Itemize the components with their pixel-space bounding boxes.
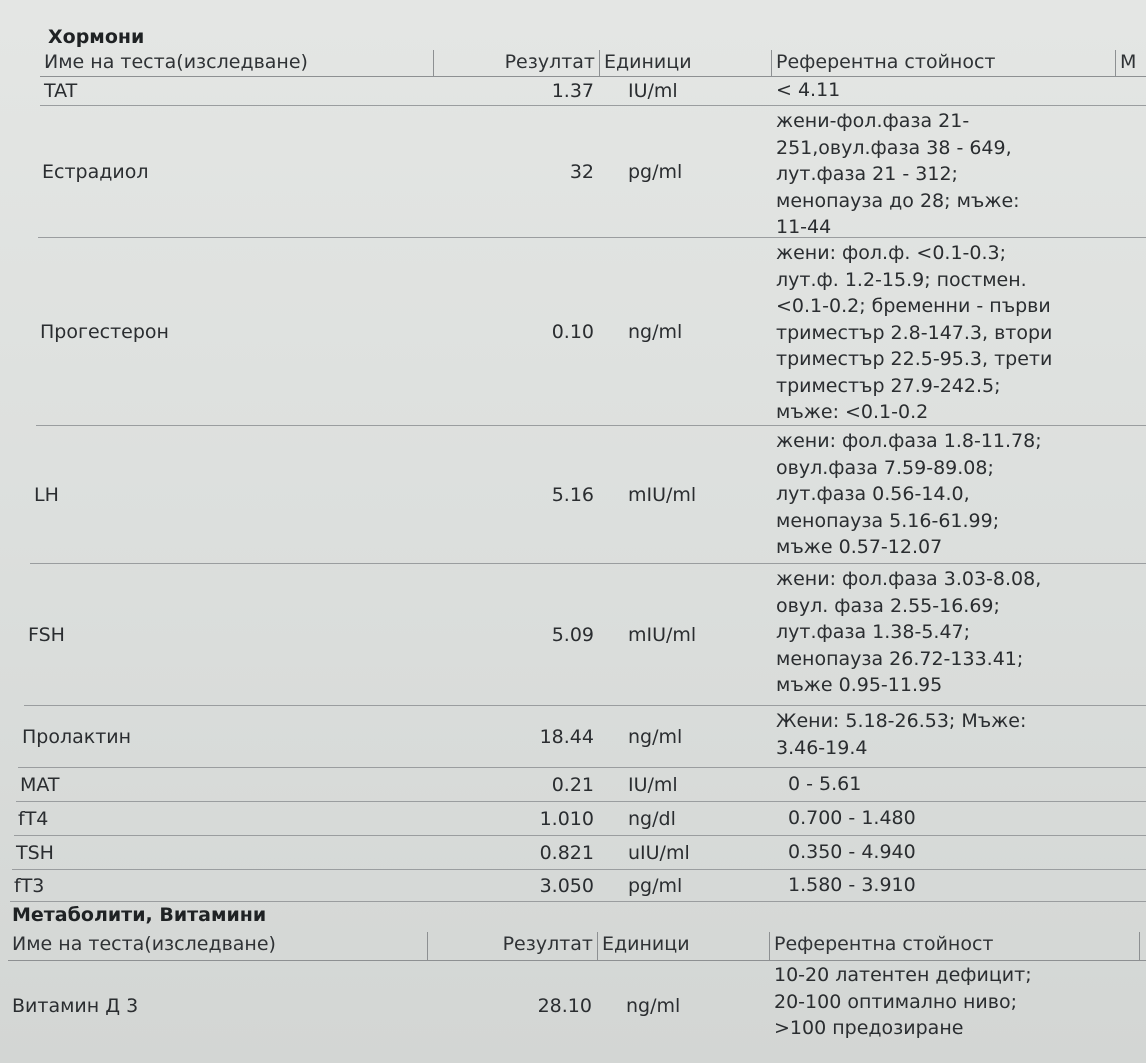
table-row-estradiol	[38, 106, 1146, 238]
test-unit: ng/ml	[628, 320, 683, 343]
test-result: 28.10	[537, 995, 592, 1017]
test-unit: ng/ml	[628, 725, 683, 748]
test-reference: 1.580 - 3.910	[788, 874, 916, 897]
test-unit: mIU/ml	[628, 483, 697, 506]
test-reference: < 4.11	[776, 79, 841, 102]
test-name: Пролактин	[22, 725, 132, 748]
test-result: 0.10	[551, 320, 594, 343]
table-header-hormones	[40, 50, 1146, 77]
table-row-vitamin-d3	[8, 960, 1146, 1052]
test-reference: 0 - 5.61	[788, 773, 862, 796]
test-result: 32	[569, 160, 594, 183]
test-result: 5.09	[551, 623, 594, 646]
table-row-fsh	[24, 564, 1146, 706]
test-reference: 10-20 латентен дефицит; 20-100 оптимално ниво; >100 предозиране	[774, 964, 1032, 1039]
test-reference: жени: фол.фаза 1.8-11.78; овул.фаза 7.59-89.08; лут.фаза 0.56-14.0, менопауза 5.16-61.99; мъже 0.57-12.07	[776, 430, 1042, 558]
header-name: Име на теста(изследване)	[8, 932, 428, 960]
test-name: TAT	[44, 79, 78, 102]
test-name: Естрадиол	[42, 160, 149, 183]
test-result: 3.050	[539, 874, 594, 897]
test-name: LH	[34, 483, 59, 506]
table-row-progesterone	[36, 238, 1146, 426]
test-result: 1.37	[551, 79, 594, 102]
header-ref: Референтна стойност	[772, 50, 1116, 76]
test-reference: жени-фол.фаза 21- 251,овул.фаза 38 - 649, лут.фаза 21 - 312; менопауза до 28; мъже: 11-44	[776, 110, 1020, 238]
test-reference: жени: фол.фаза 3.03-8.08, овул. фаза 2.55-16.69; лут.фаза 1.38-5.47; менопауза 26.72-133.41; мъже 0.95-11.95	[776, 568, 1042, 696]
test-name: fT4	[18, 807, 49, 830]
test-result: 1.010	[539, 807, 594, 830]
header-result: Резултат	[428, 932, 598, 960]
table-row-lh	[30, 426, 1146, 564]
test-name: FSH	[28, 623, 65, 646]
test-unit: uIU/ml	[628, 841, 690, 864]
test-name: Прогестерон	[40, 320, 169, 343]
test-reference: 0.350 - 4.940	[788, 841, 916, 864]
table-row-prolactin	[18, 706, 1146, 768]
test-unit: mIU/ml	[628, 623, 697, 646]
section-title-hormones: Хормони	[48, 26, 145, 48]
test-unit: ng/ml	[626, 995, 681, 1017]
test-unit: pg/ml	[628, 160, 683, 183]
test-result: 18.44	[539, 725, 594, 748]
test-result: 0.21	[551, 773, 594, 796]
test-unit: IU/ml	[628, 79, 678, 102]
test-reference: Жени: 5.18-26.53; Мъже: 3.46-19.4	[776, 710, 1027, 759]
header-unit: Единици	[600, 50, 772, 76]
test-unit: IU/ml	[628, 773, 678, 796]
test-reference: 0.700 - 1.480	[788, 807, 916, 830]
header-name: Име на теста(изследване)	[40, 50, 434, 76]
test-name: Витамин Д 3	[12, 995, 139, 1017]
table-header-metabolites	[8, 932, 1146, 961]
test-name: fT3	[14, 874, 45, 897]
table-row-mat	[16, 768, 1146, 802]
table-row-ft4	[14, 802, 1146, 836]
test-name: TSH	[16, 841, 54, 864]
test-unit: ng/dl	[628, 807, 676, 830]
header-unit: Единици	[598, 932, 770, 960]
section-title-metabolites: Метаболити, Витамини	[12, 904, 267, 926]
test-unit: pg/ml	[628, 874, 683, 897]
test-reference: жени: фол.ф. <0.1-0.3; лут.ф. 1.2-15.9; постмен. <0.1-0.2; бременни - първи триместър 2.8-147.3, втори триместър 22.5-95.3, трети триместър 27.9-242.5; мъже: <0.1-0.2	[776, 242, 1053, 423]
header-extra: М	[1120, 51, 1137, 73]
test-name: MAT	[20, 773, 60, 796]
test-result: 0.821	[539, 841, 594, 864]
table-row-tsh	[12, 836, 1146, 870]
header-ref: Референтна стойност	[770, 932, 1140, 960]
table-row-ft3	[10, 870, 1146, 902]
header-result: Резултат	[434, 50, 600, 76]
table-row-tat	[40, 76, 1146, 106]
test-result: 5.16	[551, 483, 594, 506]
